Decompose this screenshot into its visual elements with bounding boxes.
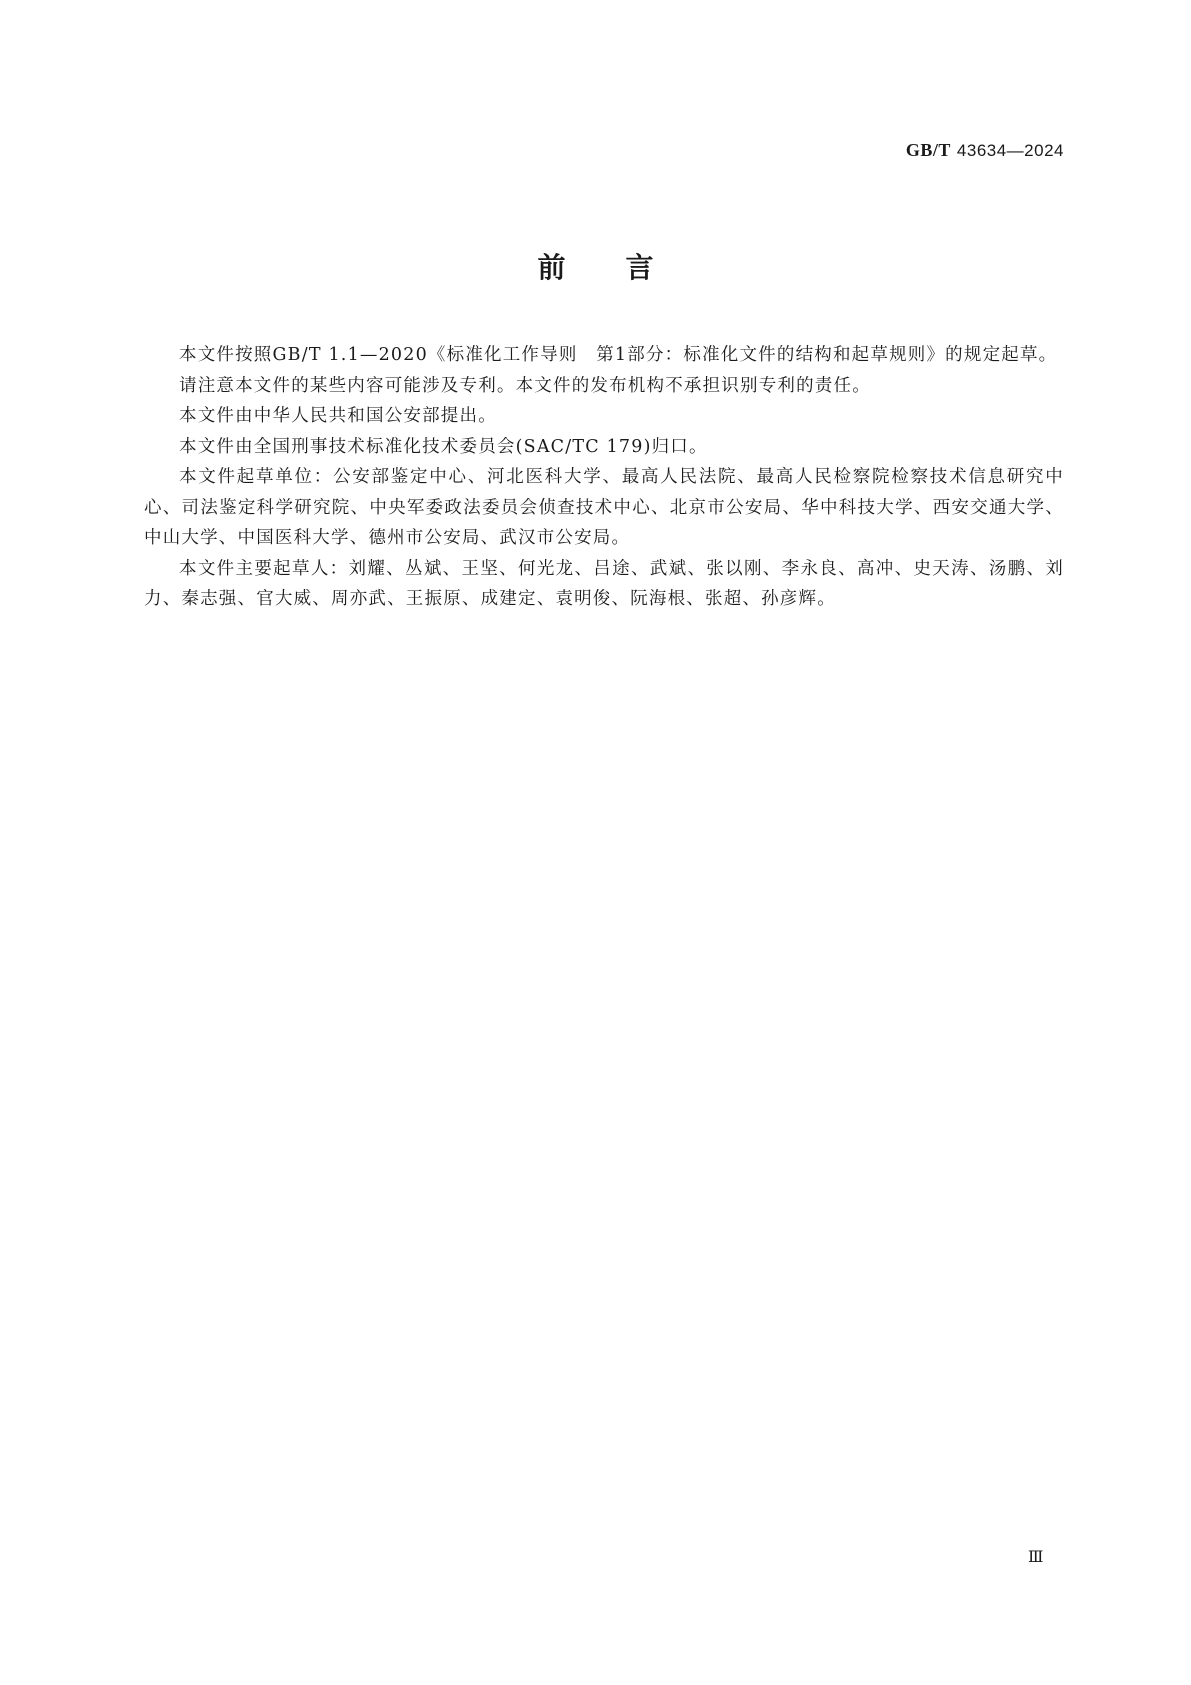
standard-prefix: GB/T — [905, 140, 951, 160]
paragraph-drafters: 本文件主要起草人：刘耀、丛斌、王坚、何光龙、吕途、武斌、张以刚、李永良、高冲、史天涛、汤鹏、刘力、秦志强、官大威、周亦武、王振原、成建定、袁明俊、阮海根、张超、孙彦辉。 — [144, 558, 1064, 609]
paragraph-drafting-units: 本文件起草单位：公安部鉴定中心、河北医科大学、最高人民法院、最高人民检察院检察技术信息研究中心、司法鉴定科学研究院、中央军委政法委员会侦查技术中心、北京市公安局、华中科技大学、西安交通大学、中山大学、中国医科大学、德州市公安局、武汉市公安局。 — [144, 467, 1064, 548]
paragraph-patent-notice: 请注意本文件的某些内容可能涉及专利。本文件的发布机构不承担识别专利的责任。 — [179, 375, 871, 396]
paragraph-technical-committee: 本文件由全国刑事技术标准化技术委员会(SAC/TC 179)归口。 — [179, 436, 708, 457]
foreword-body — [144, 340, 1064, 615]
standard-number — [906, 140, 1064, 161]
page-number: Ⅲ — [1028, 1549, 1044, 1566]
standard-code: 43634—2024 — [956, 141, 1064, 160]
page-title: 前言 — [537, 251, 714, 284]
paragraph-proposer: 本文件由中华人民共和国公安部提出。 — [179, 406, 497, 426]
paragraph-drafting-rules: 本文件按照GB/T 1.1—2020《标准化工作导则 第1部分：标准化文件的结构和起草规则》的规定起草。 — [179, 345, 1058, 365]
